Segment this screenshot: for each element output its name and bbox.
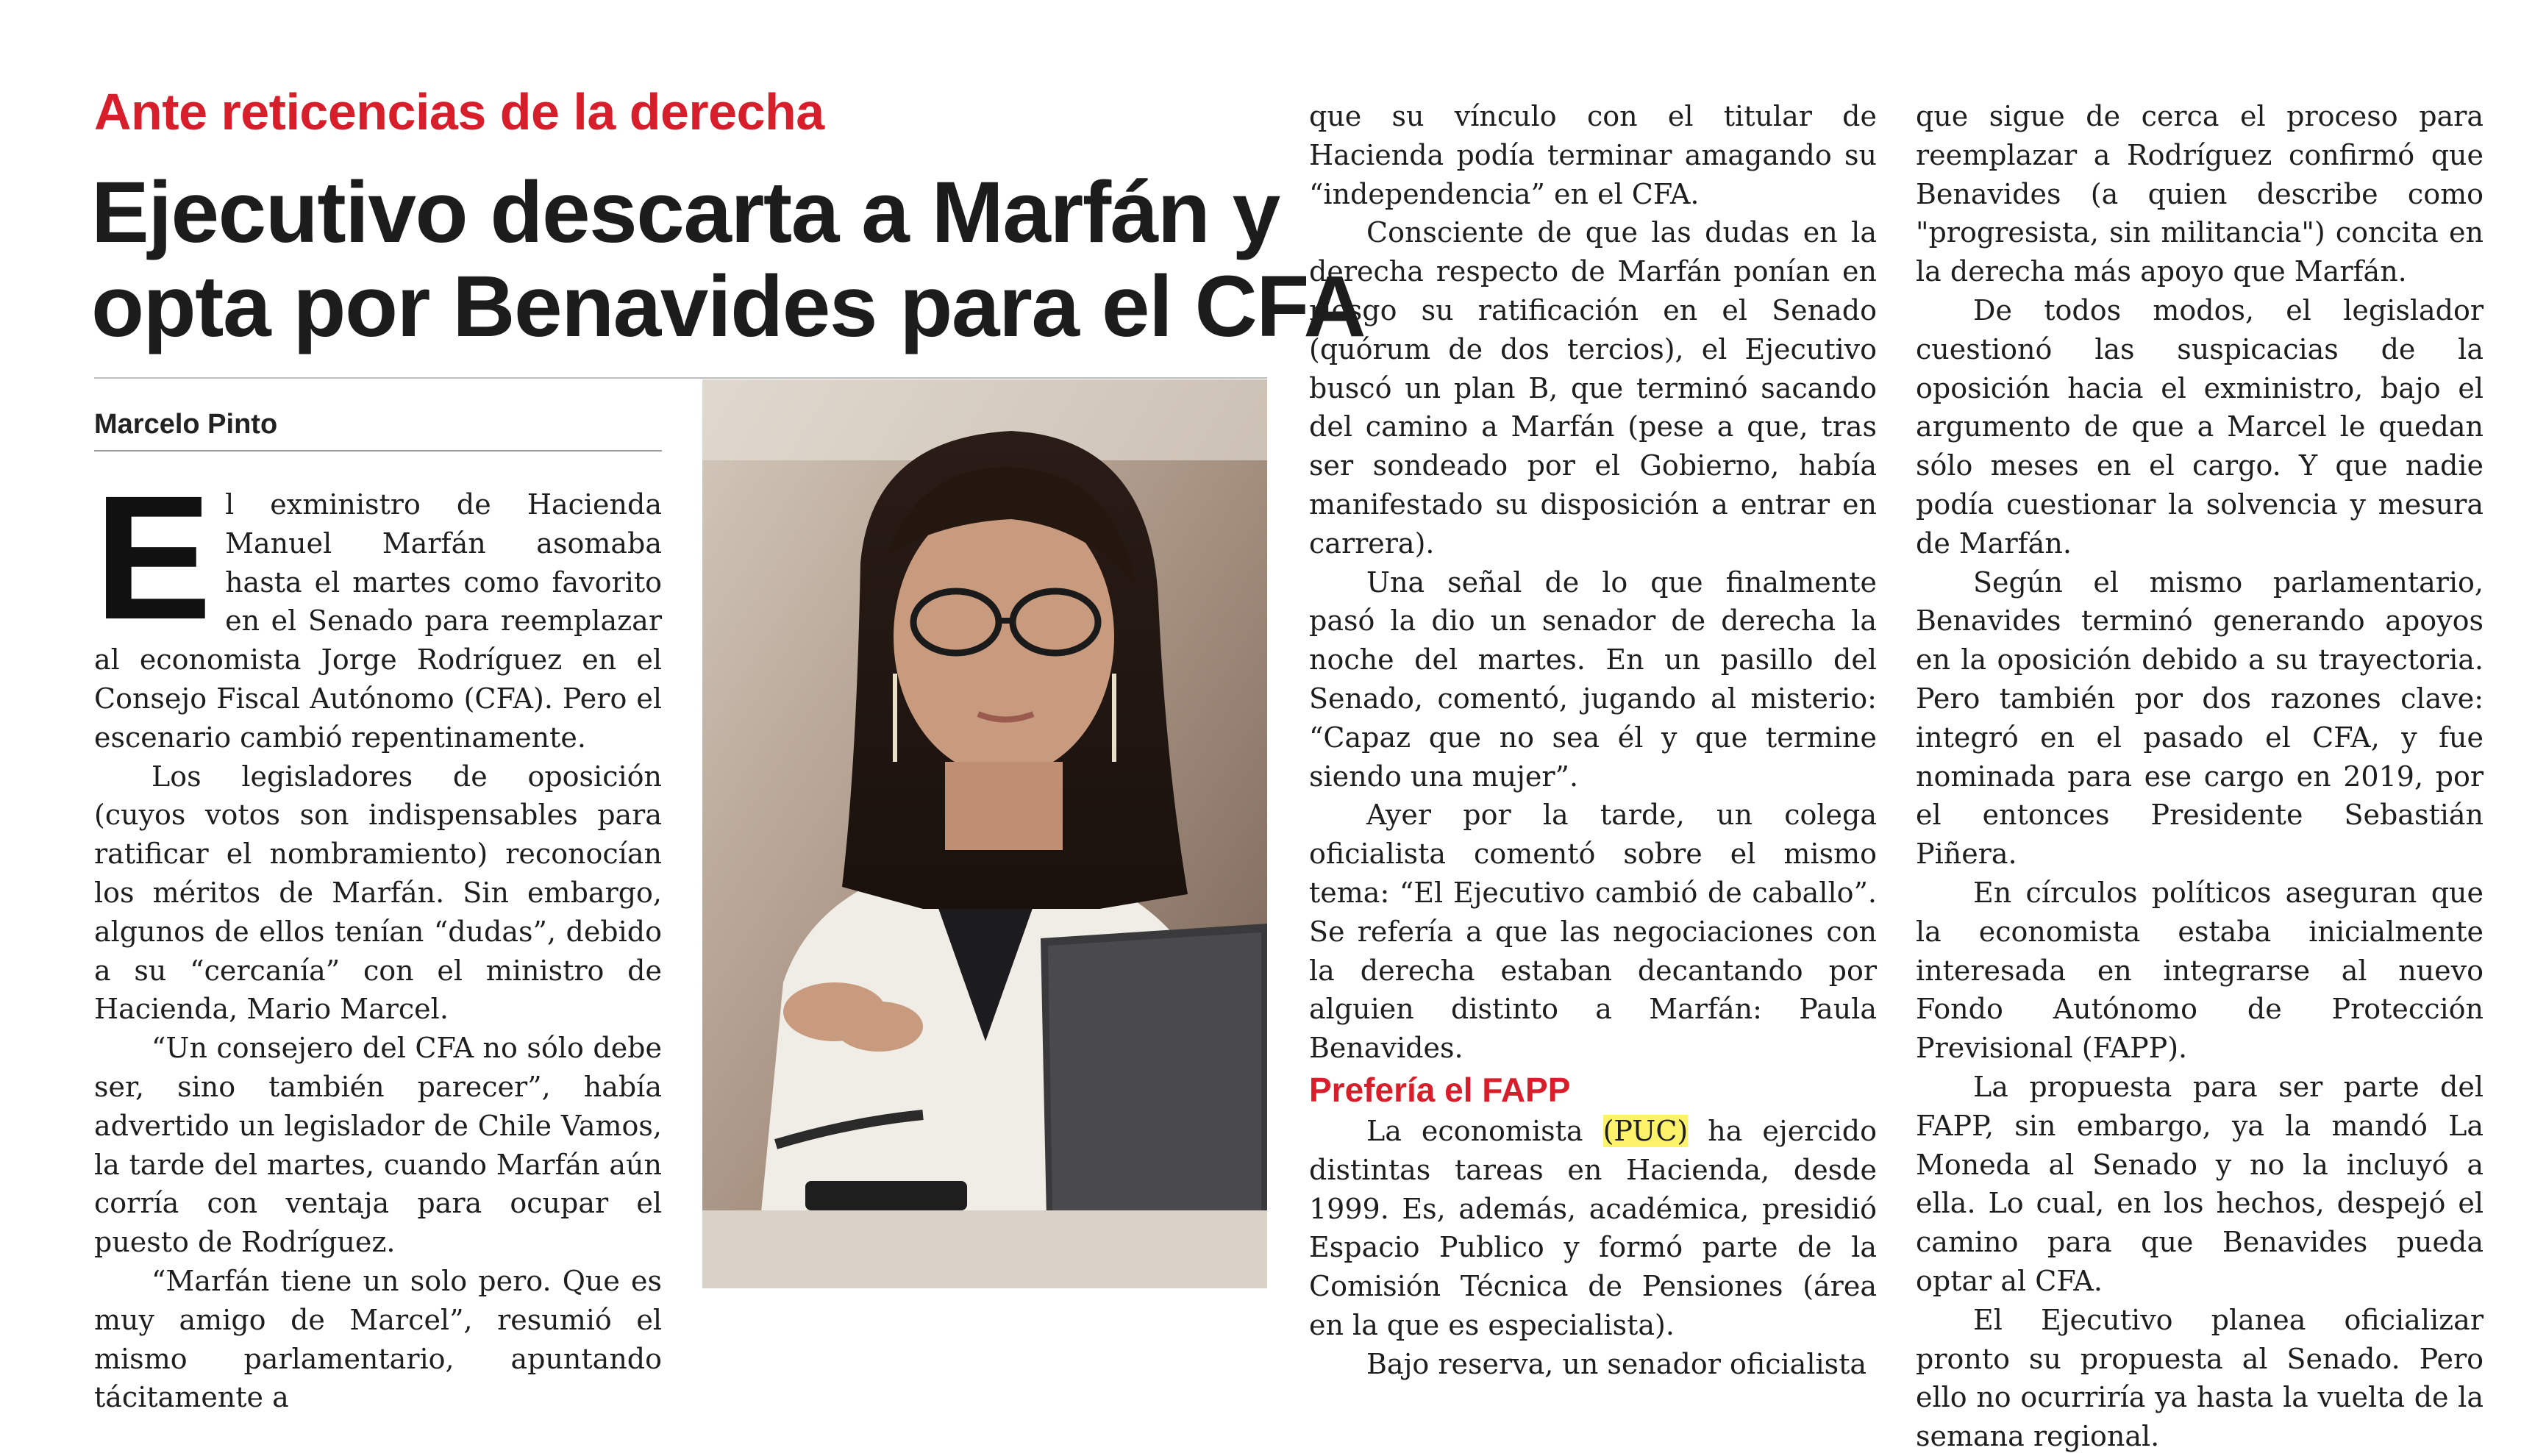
headline-line-1: Ejecutivo descarta a Marfán y (91, 164, 1280, 261)
paragraph: “Marfán tiene un solo pero. Que es muy amigo de Marcel”, resumió el mismo parlamentario, apuntando tácitamente a (94, 1264, 662, 1414)
paragraph: Ayer por la tarde, un colega oficialista comentó sobre el mismo tema: “El Ejecutivo cambió de caballo”. Se refería a que las negociaciones con la derecha estaban decantando por alguien distinto a Marfán: Paula Benavides. (1309, 799, 1877, 1065)
paragraph: La propuesta para ser parte del FAPP, sin embargo, ya la mandó La Moneda al Senado y no la incluyó a ella. Lo cual, en los hechos, despejó el camino para que Benavides pueda optar al CFA. (1916, 1070, 2484, 1297)
column-1 (94, 459, 662, 1417)
column-2 (1309, 97, 1877, 1384)
paragraph: El exministro de Hacienda Manuel Marfán asomaba hasta el martes como favorito en el Senado para reemplazar al economista Jorge Rodríguez en el Consejo Fiscal Autónomo (CFA). Pero el escenario cambió repentinamente. (94, 459, 662, 754)
headline-line-2: opta por Benavides para el CFA (91, 258, 1366, 355)
paragraph: Una señal de lo que finalmente pasó la dio un senador de derecha la noche del martes. En un pasillo del Senado, comentó, jugando al misterio: “Capaz que no sea él y que termine siendo una mujer”. (1309, 565, 1877, 793)
article-kicker: Ante reticencias de la derecha (94, 83, 824, 140)
paragraph: En círculos políticos aseguran que la economista estaba inicialmente interesada en integrarse al nuevo Fondo Autónomo de Protección Previsional (FAPP). (1916, 876, 2484, 1065)
paragraph: “Un consejero del CFA no sólo debe ser, sino también parecer”, había advertido un legislador de Chile Vamos, la tarde del martes, cuando Marfán aún corría con ventaja para ocupar el puesto de Rodríguez. (94, 1032, 662, 1259)
section-subheading: Prefería el FAPP (1309, 1070, 1571, 1109)
paragraph: Según el mismo parlamentario, Benavides terminó generando apoyos en la oposición debido a su trayectoria. Pero también por dos razones clave: integró en el pasado el CFA, y fue nominada para ese cargo en 2019, por el entonces Presidente Sebastián Piñera. (1916, 565, 2484, 871)
paragraph: El Ejecutivo planea oficializar pronto su propuesta al Senado. Pero ello no ocurriría ya hasta la vuelta de la semana regional. (1916, 1303, 2484, 1453)
drop-cap: E (94, 459, 213, 656)
highlighted-text: (PUC) (1602, 1114, 1689, 1147)
paragraph: La economista (PUC) ha ejercido distintas tareas en Hacienda, desde 1999. Es, además, académica, presidió Espacio Publico y formó parte de la Comisión Técnica de Pensiones (área en la que es especialista). (1309, 1114, 1877, 1341)
portrait-image (702, 379, 1267, 1288)
article-photo (702, 379, 1267, 1288)
paragraph: Bajo reserva, un senador oficialista (1366, 1347, 1867, 1380)
byline: Marcelo Pinto (94, 409, 278, 440)
article-headline (91, 164, 1366, 355)
paragraph: De todos modos, el legislador cuestionó las suspicacias de la oposición hacia el exministro, bajo el argumento de que a Marcel le quedan sólo meses en el cargo. Y que nadie podía cuestionar la solvencia y mesura de Marfán. (1916, 293, 2484, 560)
paragraph: que su vínculo con el titular de Hacienda podía terminar amagando su “independencia” en el CFA. (1309, 100, 1877, 210)
byline-rule (94, 450, 662, 452)
divider-rule (94, 377, 1267, 379)
paragraph: que sigue de cerca el proceso para reemplazar a Rodríguez confirmó que Benavides (a quien describe como "progresista, sin militancia") concita en la derecha más apoyo que Marfán. (1916, 100, 2484, 288)
paragraph: Consciente de que las dudas en la derecha respecto de Marfán ponían en riesgo su ratificación en el Senado (quórum de dos tercios), el Ejecutivo buscó un plan B, que terminó sacando del camino a Marfán (pese a que, tras ser sondeado por el Gobierno, había manifestado su disposición a entrar en carrera). (1309, 216, 1877, 560)
paragraph: Los legisladores de oposición (cuyos votos son indispensables para ratificar el nombramiento) reconocían los méritos de Marfán. Sin embargo, algunos de ellos tenían “dudas”, debido a su “cercanía” con el ministro de Hacienda, Mario Marcel. (94, 760, 662, 1026)
column-3 (1916, 97, 2484, 1456)
